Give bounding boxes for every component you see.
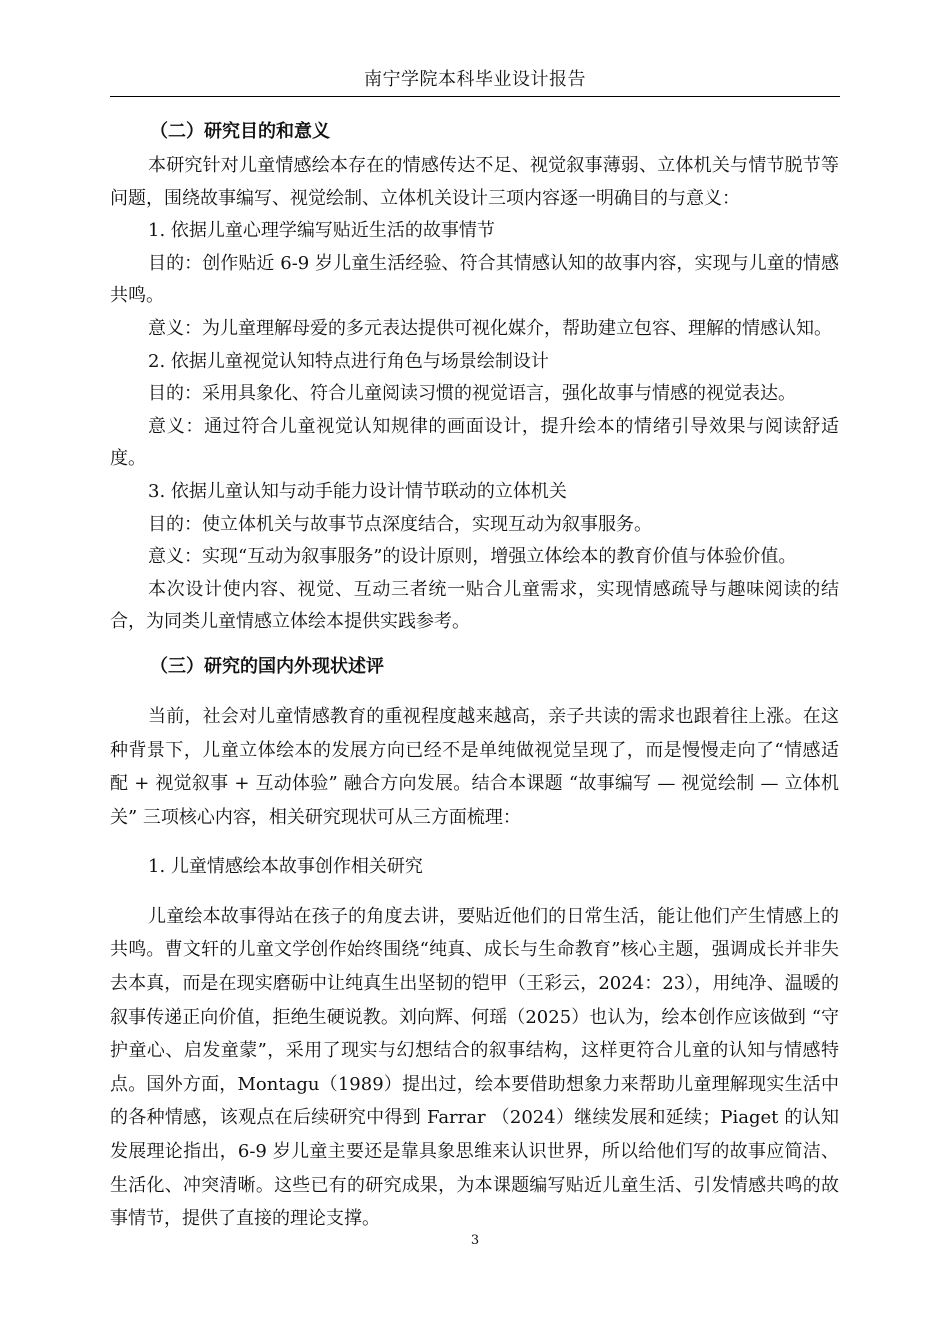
list-item-title-1: 1. 依据儿童心理学编写贴近生活的故事情节 xyxy=(148,220,495,242)
section-heading-research-purpose: （二）研究目的和意义 xyxy=(150,121,330,142)
paragraph-goal-3: 目的：使立体机关与故事节点深度结合，实现互动为叙事服务。 xyxy=(148,513,652,535)
paragraph-goal-2: 目的：采用具象化、符合儿童阅读习惯的视觉语言，强化故事与情感的视觉表达。 xyxy=(148,383,796,405)
paragraph-subsection-1: 儿童绘本故事得站在孩子的角度去讲，要贴近他们的日常生活，能让他们产生情感上的共鸣。曹文轩的儿童文学创作始终围绕“纯真、成长与生命教育”核心主题，强调成长并非失去本真，而是在现实磨砺中让纯真生出坚韧的铠甲（王彩云，2024：23），用纯净、温暖的叙事传递正向价值，拒绝生硬说教。刘向辉、何瑶（2025）也认为，绘本创作应该做到 “守护童心、启发童蒙”，采用了现实与幻想结合的叙事结构，这样更符合儿童的认知与情感特点。国外方面，Montagu（1989）提出过，绘本要借助想象力来帮助儿童理解现实生活中的各种情感，该观点在后续研究中得到 Farrar （2024）继续发展和延续；Piaget 的认知发展理论指出，6-9 岁儿童主要还是靠具象思维来认识世界，所以给他们写的故事应简洁、生活化、冲突清晰。这些已有的研究成果，为本课题编写贴近儿童生活、引发情感共鸣的故事情节，提供了直接的理论支撑。 xyxy=(110,905,839,1230)
section-heading-research-status: （三）研究的国内外现状述评 xyxy=(150,655,384,677)
header-divider xyxy=(110,96,840,97)
page-body xyxy=(110,113,839,1236)
page-header: 南宁学院本科毕业设计报告 xyxy=(364,69,586,90)
list-item-title-2: 2. 依据儿童视觉认知特点进行角色与场景绘制设计 xyxy=(148,350,549,372)
list-item-title-3: 3. 依据儿童认知与动手能力设计情节联动的立体机关 xyxy=(148,480,567,502)
paragraph-meaning-1: 意义：为儿童理解母爱的多元表达提供可视化媒介，帮助建立包容、理解的情感认知。 xyxy=(148,317,832,339)
paragraph-summary: 本次设计使内容、视觉、互动三者统一贴合儿童需求，实现情感疏导与趣味阅读的结合，为同类儿童情感立体绘本提供实践参考。 xyxy=(110,578,839,633)
page-number: 3 xyxy=(470,1233,480,1248)
paragraph-status-intro: 当前，社会对儿童情感教育的重视程度越来越高，亲子共读的需求也跟着往上涨。在这种背景下，儿童立体绘本的发展方向已经不是单纯做视觉呈现了，而是慢慢走向了“情感适配 + 视觉叙事 + 互动体验” 融合方向发展。结合本课题 “故事编写 — 视觉绘制 — 立体机关” 三项核心内容，相关研究现状可从三方面梳理： xyxy=(110,705,839,828)
paragraph-meaning-2: 意义：通过符合儿童视觉认知规律的画面设计，提升绘本的情绪引导效果与阅读舒适度。 xyxy=(110,415,839,470)
subsection-title-1: 1. 儿童情感绘本故事创作相关研究 xyxy=(148,856,423,878)
paragraph-meaning-3: 意义：实现“互动为叙事服务”的设计原则，增强立体绘本的教育价值与体验价值。 xyxy=(148,546,797,568)
paragraph-goal-1: 目的：创作贴近 6-9 岁儿童生活经验、符合其情感认知的故事内容，实现与儿童的情感共鸣。 xyxy=(110,252,839,307)
paragraph-intro: 本研究针对儿童情感绘本存在的情感传达不足、视觉叙事薄弱、立体机关与情节脱节等问题，围绕故事编写、视觉绘制、立体机关设计三项内容逐一明确目的与意义： xyxy=(110,155,839,209)
